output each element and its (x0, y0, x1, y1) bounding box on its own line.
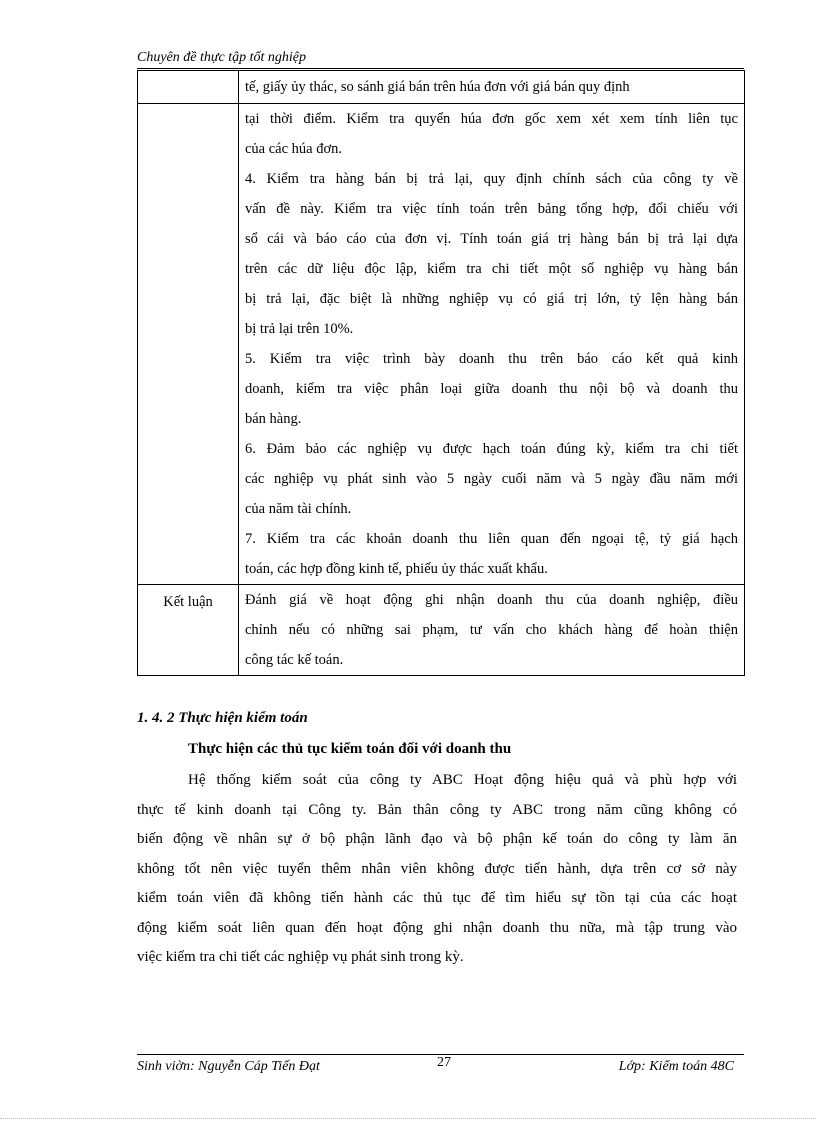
text-line: chỉnh nếu có những sai phạm, tư vấn cho khách hàng để hoàn thiện (245, 622, 738, 638)
text-line: bị trả lại, đặc biệt là những nghiệp vụ có giá trị lớn, tỷ lện hàng bán (245, 291, 738, 307)
text-line: bán hàng. (245, 411, 302, 427)
text-line: 5. Kiểm tra việc trình bày doanh thu trên báo cáo kết quả kinh (245, 351, 738, 367)
text-line: động kiểm soát liên quan đến hoạt động ghi nhận doanh thu nữa, mà tập trung vào (137, 919, 737, 936)
table-cell-content (239, 585, 745, 676)
text-line: Hệ thống kiểm soát của công ty ABC Hoạt động hiệu quả và phù hợp với (188, 772, 737, 788)
text-line: không tốt nên việc tuyển thêm nhân viên không được tiến hành, dựa trên cơ sở này (137, 860, 737, 877)
text-line: vấn đề này. Kiểm tra việc tính toán trên bảng tổng hợp, đối chiếu với (245, 201, 738, 217)
table-cell-content (239, 104, 745, 585)
text-line: doanh, kiểm tra việc phân loại giữa doanh thu nội bộ và doanh thu (245, 381, 738, 397)
header-title: Chuyên đề thực tập tốt nghiệp (137, 50, 306, 65)
audit-procedure-table (137, 70, 745, 676)
text-line: 6. Đảm bảo các nghiệp vụ được hạch toán đúng kỳ, kiểm tra chi tiết (245, 441, 738, 457)
text-line: 7. Kiểm tra các khoản doanh thu liên quan đến ngoại tệ, tỷ giá hạch (245, 531, 738, 547)
text-line: thực tế kinh doanh tại Công ty. Bản thân công ty ABC trong năm cũng không có (137, 801, 737, 818)
section-subheading: Thực hiện các thủ tục kiểm toán đối với doanh thu (188, 741, 512, 757)
footer-student-name: Sinh viờn: Nguyễn Cáp Tiến Đạt (137, 1059, 320, 1074)
footer-class: Lớp: Kiểm toán 48C (618, 1059, 734, 1074)
text-line: tại thời điểm. Kiểm tra quyển húa đơn gốc xem xét xem tính liên tục (245, 111, 738, 127)
text-line: Đánh giá về hoạt động ghi nhận doanh thu của doanh nghiệp, điều (245, 592, 738, 608)
table-row (138, 585, 745, 676)
text-line: sổ cái và báo cáo của đơn vị. Tính toán giá trị hàng bán bị trả lại dựa (245, 231, 738, 247)
text-line: tế, giấy ủy thác, so sánh giá bán trên húa đơn với giá bán quy định (245, 79, 630, 95)
page-footer (137, 1054, 744, 1077)
text-line: trên các dữ liệu độc lập, kiểm tra chi tiết một số nghiệp vụ hàng bán (245, 261, 738, 277)
table-cell-content (239, 71, 745, 104)
body-paragraph (137, 766, 737, 973)
text-line: 4. Kiểm tra hàng bán bị trả lại, quy định chính sách của công ty về (245, 171, 738, 187)
text-line: kiểm toán viên đã không tiến hành các thủ tục để tìm hiểu sự tồn tại của các hoạt (137, 890, 737, 906)
section-heading: 1. 4. 2 Thực hiện kiểm toán (137, 710, 308, 726)
table-row (138, 104, 745, 585)
text-line: biến động về nhân sự ở bộ phận lãnh đạo và bộ phận kế toán do công ty làm ăn (137, 831, 737, 847)
table-cell-label (138, 104, 239, 585)
page-edge-divider (0, 1118, 816, 1119)
text-line: công tác kế toán. (245, 652, 344, 668)
page-number: 27 (437, 1055, 451, 1070)
text-line: toán, các hợp đồng kinh tế, phiếu ủy thác xuất khẩu. (245, 561, 548, 577)
text-line: của năm tài chính. (245, 501, 352, 517)
table-row (138, 71, 745, 104)
table-cell-label: Kết luận (138, 585, 239, 676)
text-line: việc kiểm tra chi tiết các nghiệp vụ phát sinh trong kỳ. (137, 949, 464, 965)
page-header (137, 49, 744, 69)
text-line: các nghiệp vụ phát sinh vào 5 ngày cuối năm và 5 ngày đầu năm mới (245, 471, 738, 487)
text-line: bị trả lại trên 10%. (245, 321, 354, 337)
table-cell-label (138, 71, 239, 104)
text-line: của các húa đơn. (245, 141, 343, 157)
